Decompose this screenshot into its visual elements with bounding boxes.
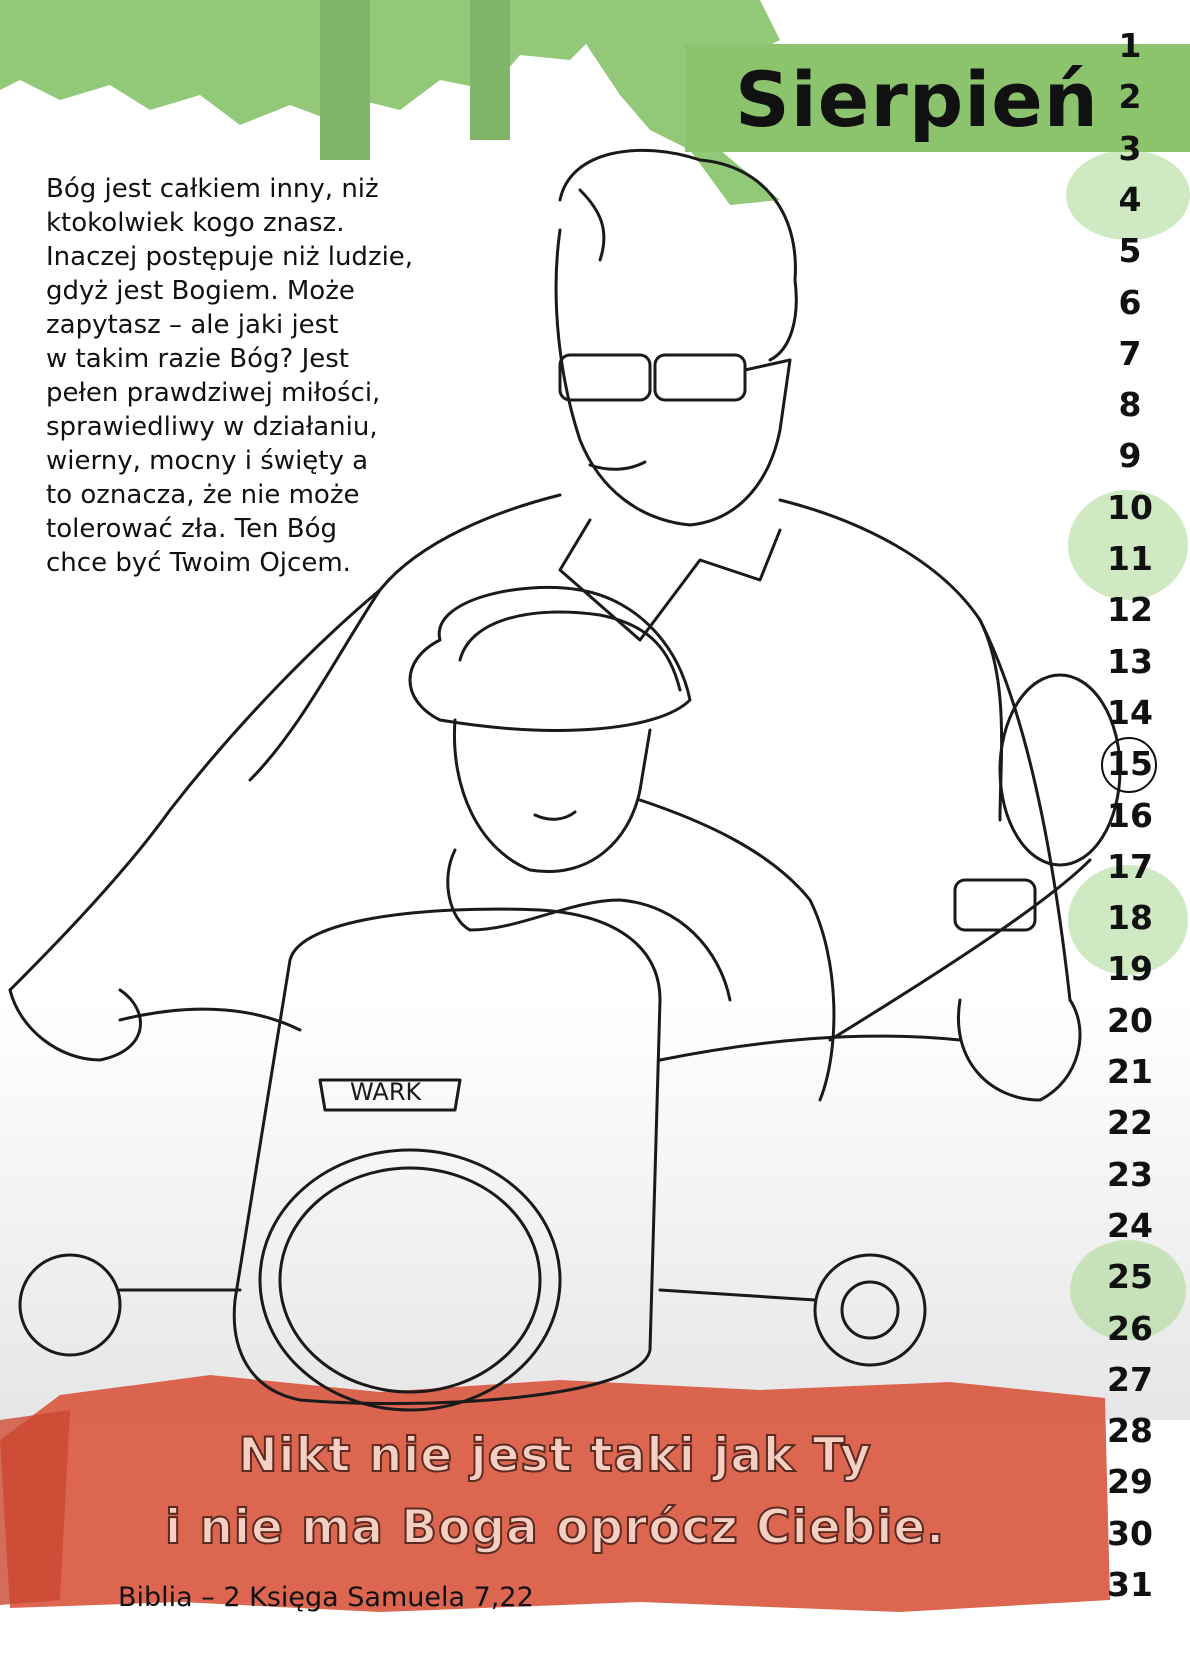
intro-line: ktokolwiek kogo znasz. (46, 208, 345, 238)
day-number: 6 (1118, 283, 1142, 322)
day-number: 30 (1107, 1514, 1153, 1553)
day-number: 3 (1118, 129, 1142, 168)
intro-line: tolerować zła. Ten Bóg (46, 514, 338, 544)
intro-line: sprawiedliwy w działaniu, (46, 412, 378, 442)
intro-line: gdyż jest Bogiem. Może (46, 276, 355, 306)
day-number: 8 (1118, 385, 1142, 424)
scooter-plate-text: WARK (350, 1078, 422, 1106)
intro-line: pełen prawdziwej miłości, (46, 378, 381, 408)
intro-line: Bóg jest całkiem inny, niż (46, 174, 379, 204)
verse-reference: Biblia – 2 Księga Samuela 7,22 (118, 1582, 534, 1613)
day-number: 12 (1107, 590, 1153, 629)
day-number: 18 (1107, 898, 1153, 937)
day-number: 5 (1118, 231, 1142, 270)
day-number: 31 (1107, 1565, 1153, 1604)
day-number: 20 (1107, 1001, 1153, 1040)
day-number: 4 (1118, 180, 1142, 219)
day-number: 14 (1107, 693, 1153, 732)
intro-line: chce być Twoim Ojcem. (46, 548, 351, 578)
day-number: 22 (1107, 1103, 1153, 1142)
bible-verse (0, 1420, 1110, 1590)
intro-line: w takim razie Bóg? Jest (46, 344, 349, 374)
ground-fog (0, 1000, 1190, 1420)
day-number: 24 (1107, 1206, 1153, 1245)
day-number: 28 (1107, 1411, 1153, 1450)
day-number: 7 (1118, 334, 1142, 373)
day-number: 2 (1118, 77, 1142, 116)
intro-line: to oznacza, że nie może (46, 480, 360, 510)
day-number: 29 (1107, 1462, 1153, 1501)
day-number: 11 (1107, 539, 1153, 578)
day-number-circled: 15 (1090, 742, 1170, 786)
intro-line: zapytasz – ale jaki jest (46, 310, 339, 340)
day-number: 27 (1107, 1360, 1153, 1399)
day-number: 16 (1107, 796, 1153, 835)
day-number: 21 (1107, 1052, 1153, 1091)
month-title: Sierpień (735, 55, 1099, 144)
day-number: 1 (1118, 26, 1142, 65)
day-number: 25 (1107, 1257, 1153, 1296)
intro-text (46, 172, 446, 580)
day-column (1090, 24, 1170, 1644)
day-number: 17 (1107, 847, 1153, 886)
day-number: 13 (1107, 642, 1153, 681)
verse-line-2: i nie ma Boga oprócz Ciebie. (164, 1500, 946, 1555)
day-number: 19 (1107, 949, 1153, 988)
intro-line: wierny, mocny i święty a (46, 446, 369, 476)
day-number: 23 (1107, 1155, 1153, 1194)
verse-line-1: Nikt nie jest taki jak Ty (238, 1428, 872, 1483)
intro-line: Inaczej postępuje niż ludzie, (46, 242, 414, 272)
day-number: 26 (1107, 1309, 1153, 1348)
day-number: 10 (1107, 488, 1153, 527)
day-number: 9 (1118, 436, 1142, 475)
